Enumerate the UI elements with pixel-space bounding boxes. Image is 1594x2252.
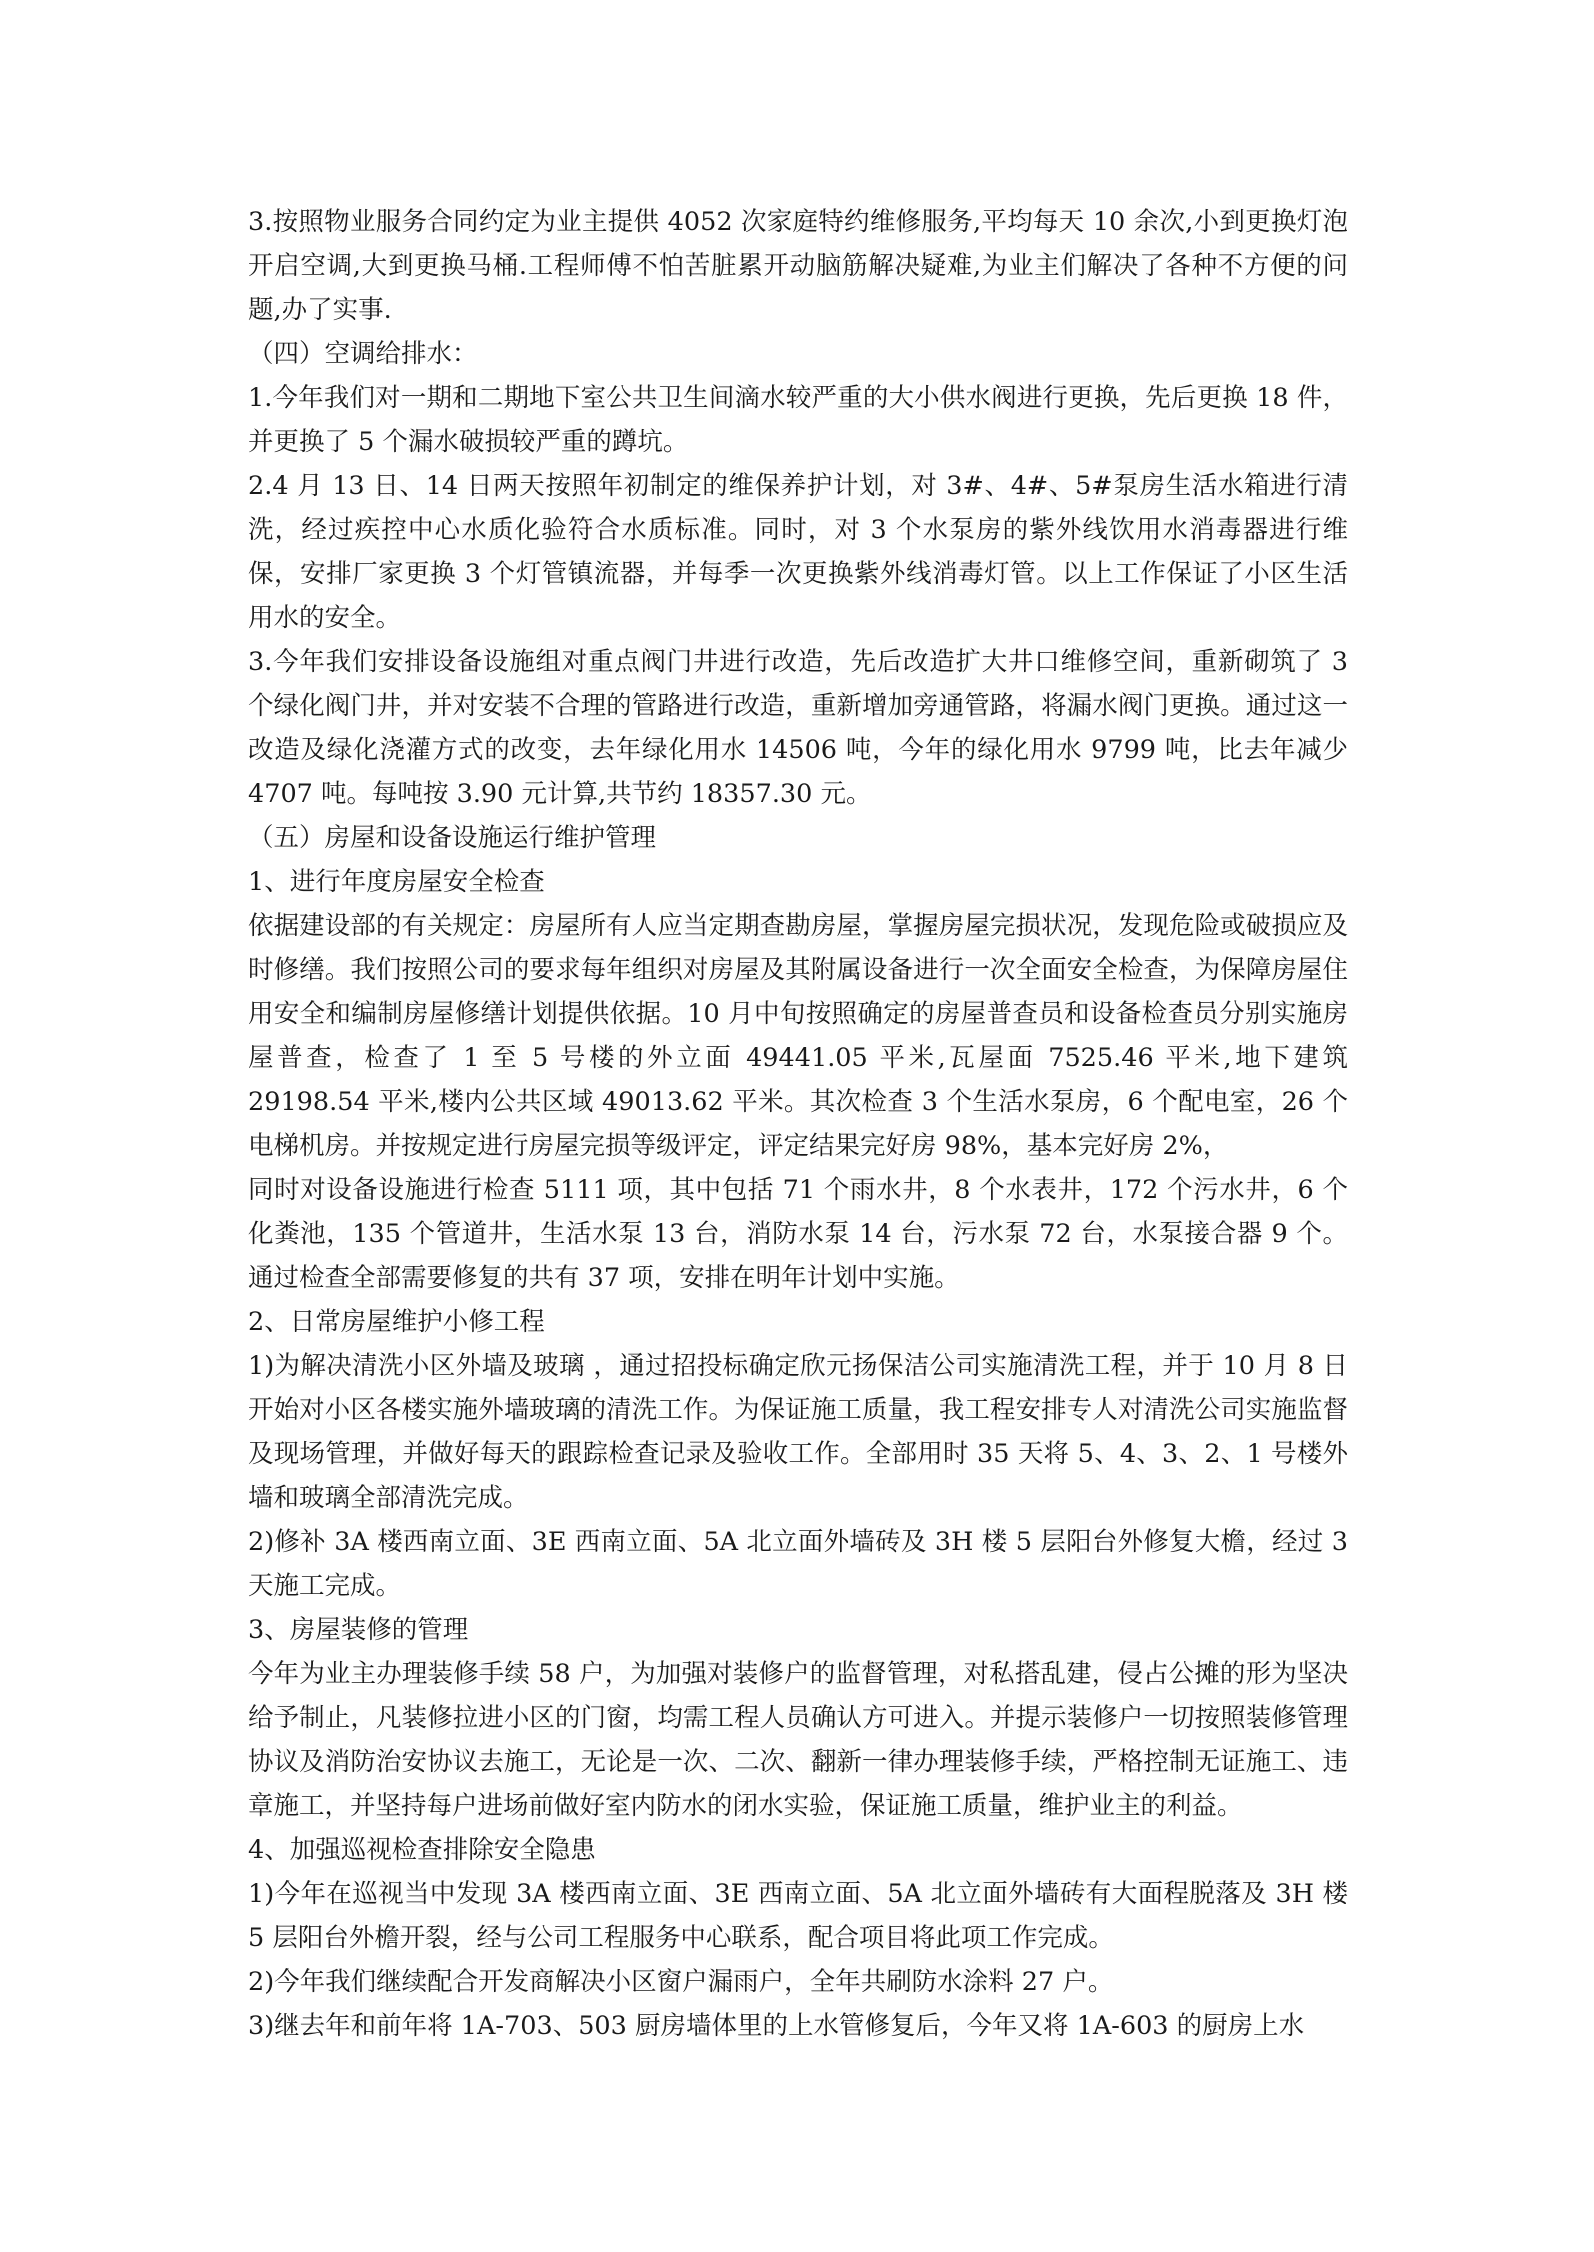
paragraph-inspection-details: 依据建设部的有关规定：房屋所有人应当定期查勘房屋，掌握房屋完损状况，发现危险或破损应及时修缮。我们按照公司的要求每年组织对房屋及其附属设备进行一次全面安全检查，为保障房屋住用安全和编制房屋修缮计划提供依据。10 月中旬按照确定的房屋普查员和设备检查员分别实施房屋普查，检查了 1 至 5 号楼的外立面 49441.05 平米,瓦屋面 7525.46 平米,地下建筑 29198.54 平米,楼内公共区域 49013.62 平米。其次检查 3 个生活水泵房，6 个配电室，26 个电梯机房。并按规定进行房屋完损等级评定，评定结果完好房 98%，基本完好房 2%， xyxy=(248,911,1348,1161)
paragraph-wall-cleaning: 1)为解决清洗小区外墙及玻璃 ，通过招投标确定欣元扬保洁公司实施清洗工程，并于 10 月 8 日开始对小区各楼实施外墙玻璃的清洗工作。为保证施工质量，我工程安排专人对清洗公司实施监督及现场管理，并做好每天的跟踪检查记录及验收工作。全部用时 35 天将 5、4、3、2、1 号楼外墙和玻璃全部清洗完成。 xyxy=(248,1351,1348,1513)
paragraph-water-tank-cleaning: 2.4 月 13 日、14 日两天按照年初制定的维保养护计划，对 3#、4#、5#泵房生活水箱进行清洗，经过疾控中心水质化验符合水质标准。同时，对 3 个水泵房的紫外线饮用水消毒器进行维保，安排厂家更换 3 个灯管镇流器，并每季一次更换紫外线消毒灯管。以上工作保证了小区生活用水的安全。 xyxy=(248,471,1348,633)
subheading-annual-safety-inspection: 1、进行年度房屋安全检查 xyxy=(248,867,545,897)
paragraph-equipment-inspection: 同时对设备设施进行检查 5111 项，其中包括 71 个雨水井，8 个水表井，172 个污水井，6 个化粪池，135 个管道井，生活水泵 13 台，消防水泵 14 台，污水泵 72 台，水泵接合器 9 个。通过检查全部需要修复的共有 37 项，安排在明年计划中实施。 xyxy=(248,1175,1348,1293)
paragraph-pipe-repair: 3)继去年和前年将 1A-703、503 厨房墙体里的上水管修复后，今年又将 1A-603 的厨房上水 xyxy=(248,2011,1305,2041)
section-heading-hvac-plumbing: （四）空调给排水： xyxy=(248,339,478,369)
paragraph-valve-well-renovation: 3.今年我们安排设备设施组对重点阀门井进行改造，先后改造扩大井口维修空间，重新砌筑了 3 个绿化阀门井，并对安装不合理的管路进行改造，重新增加旁通管路，将漏水阀门更换。通过这一改造及绿化浇灌方式的改变，去年绿化用水 14506 吨，今年的绿化用水 9799 吨，比去年减少 4707 吨。每吨按 3.90 元计算,共节约 18357.30 元。 xyxy=(248,647,1348,809)
paragraph-wall-tile-repair: 2)修补 3A 楼西南立面、3E 西南立面、5A 北立面外墙砖及 3H 楼 5 层阳台外修复大檐，经过 3 天施工完成。 xyxy=(248,1527,1348,1601)
paragraph-window-waterproofing: 2)今年我们继续配合开发商解决小区窗户漏雨户，全年共刷防水涂料 27 户。 xyxy=(248,1967,1114,1997)
paragraph-renovation-details: 今年为业主办理装修手续 58 户，为加强对装修户的监督管理，对私搭乱建，侵占公摊的形为坚决给予制止，凡装修拉进小区的门窗，均需工程人员确认方可进入。并提示装修户一切按照装修管理协议及消防治安协议去施工，无论是一次、二次、翻新一律办理装修手续，严格控制无证施工、违章施工，并坚持每户进场前做好室内防水的闭水实验，保证施工质量，维护业主的利益。 xyxy=(248,1659,1348,1821)
paragraph-patrol-findings: 1)今年在巡视当中发现 3A 楼西南立面、3E 西南立面、5A 北立面外墙砖有大面程脱落及 3H 楼 5 层阳台外檐开裂，经与公司工程服务中心联系，配合项目将此项工作完成。 xyxy=(248,1879,1348,1953)
subheading-patrol-inspection: 4、加强巡视检查排除安全隐患 xyxy=(248,1835,596,1865)
paragraph-valve-replacement: 1.今年我们对一期和二期地下室公共卫生间滴水较严重的大小供水阀进行更换，先后更换 18 件，并更换了 5 个漏水破损较严重的蹲坑。 xyxy=(248,383,1348,457)
section-heading-building-maintenance: （五）房屋和设备设施运行维护管理 xyxy=(248,823,657,853)
paragraph-repair-service: 3.按照物业服务合同约定为业主提供 4052 次家庭特约维修服务,平均每天 10 余次,小到更换灯泡开启空调,大到更换马桶.工程师傅不怕苦脏累开动脑筋解决疑难,为业主们解决了各种不方便的问题,办了实事. xyxy=(248,207,1348,325)
document-body xyxy=(248,200,1348,2048)
subheading-daily-minor-repairs: 2、日常房屋维护小修工程 xyxy=(248,1307,545,1337)
subheading-renovation-management: 3、房屋装修的管理 xyxy=(248,1615,469,1645)
